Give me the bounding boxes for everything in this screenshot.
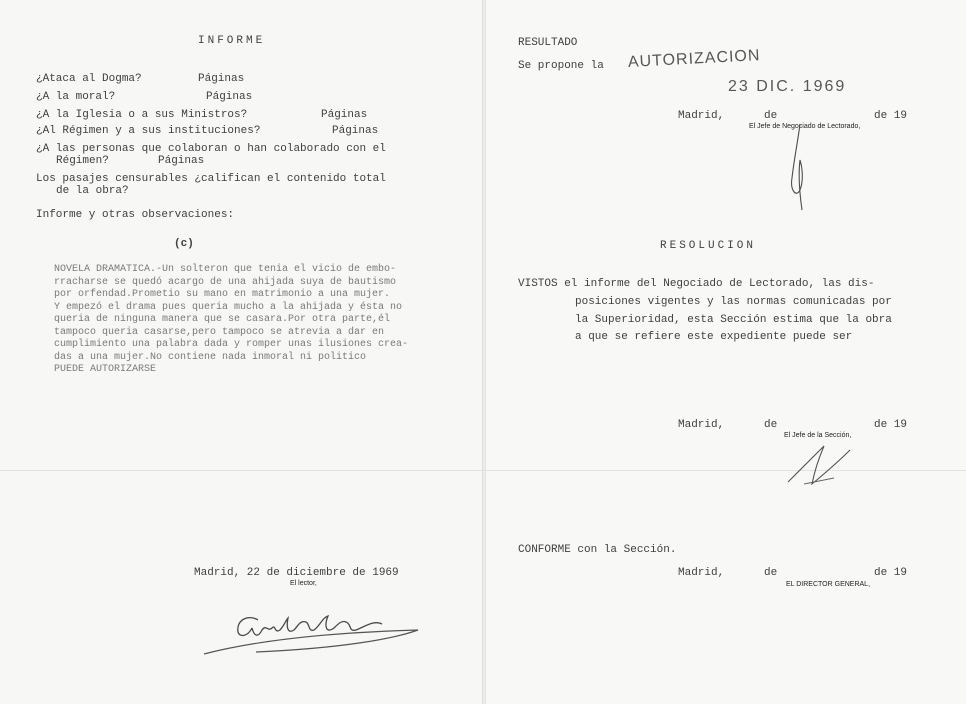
observaciones-label: Informe y otras observaciones: (36, 209, 235, 221)
right-page (484, 0, 966, 704)
question-regimen: ¿Al Régimen y a sus instituciones? (36, 125, 261, 137)
report-line: das a una mujer.No contiene nada inmoral ni politico (54, 351, 367, 363)
report-line: NOVELA DRAMATICA.-Un solteron que tenia el vicio de embo- (54, 264, 397, 275)
madrid-year-1: de 19 (874, 110, 908, 122)
question-iglesia: ¿A la Iglesia o a sus Ministros? (36, 109, 248, 121)
madrid-de-1: de (764, 110, 778, 122)
vistos-line-4: a que se refiere este expediente puede ser (575, 331, 853, 343)
question-dogma-pages: Páginas (198, 73, 245, 85)
resultado-label: RESULTADO (518, 37, 578, 49)
madrid-de-2: de (764, 419, 778, 431)
jefe-negociado-label: El Jefe de Negociado de Lectorado, (749, 123, 861, 130)
question-personas-line2: Régimen? (56, 155, 109, 167)
question-moral: ¿A la moral? (36, 91, 116, 103)
question-moral-pages: Páginas (206, 91, 253, 103)
vistos-line-1: VISTOS el informe del Negociado de Lectorado, las dis- (518, 278, 875, 290)
page-fold (482, 0, 486, 704)
jefe-seccion-label: El Jefe de la Sección, (784, 432, 852, 439)
vistos-line-2: posiciones vigentes y las normas comunicadas por (575, 296, 892, 308)
vistos-line-3: la Superioridad, esta Sección estima que la obra (575, 314, 892, 326)
madrid-city-2: Madrid, (678, 419, 725, 431)
jefe-negociado-signature (784, 120, 814, 215)
madrid-year-2: de 19 (874, 419, 908, 431)
madrid-de-3: de (764, 567, 778, 579)
report-line: cumplimiento una palabra dada y romper unas ilusiones crea- (54, 339, 409, 350)
director-general-label: EL DIRECTOR GENERAL, (786, 581, 871, 588)
report-line: por orfendad.Prometio su mano en matrimonio a una mujer. (54, 289, 391, 300)
report-line: PUEDE AUTORIZARSE (54, 364, 157, 375)
madrid-city-1: Madrid, (678, 110, 725, 122)
report-line: queria de ninguna manera que se casara.Por otra parte,él (54, 314, 391, 325)
propone-text: Se propone la (518, 60, 604, 72)
question-pasajes-line1: Los pasajes censurables ¿califican el contenido total (36, 173, 386, 185)
report-text (54, 264, 408, 377)
report-line: Y empezó el drama pues queria mucho a la ahijada y ésta no (54, 301, 403, 313)
madrid-city-3: Madrid, (678, 567, 725, 579)
report-line: rracharse se quedó acargo de una ahijada suya de bautismo (54, 276, 397, 288)
report-line: tampoco queria casarse,pero tampoco se atrevia a dar en (54, 326, 385, 338)
autorizacion-stamp: AUTORIZACION (627, 47, 761, 71)
lector-label: El lector, (290, 580, 317, 587)
question-iglesia-pages: Páginas (321, 109, 368, 121)
question-pasajes-line2: de la obra? (56, 185, 129, 197)
madrid-year-3: de 19 (874, 567, 908, 579)
conforme-text: CONFORME con la Sección. (518, 544, 677, 556)
question-personas-line1: ¿A las personas que colaboran o han colaborado con el (36, 143, 386, 155)
lector-signature (196, 598, 426, 662)
resolucion-title: RESOLUCION (660, 240, 757, 252)
question-personas-pages: Páginas (158, 155, 205, 167)
question-regimen-pages: Páginas (332, 125, 379, 137)
question-dogma: ¿Ataca al Dogma? (36, 73, 142, 85)
informe-title: INFORME (198, 35, 266, 47)
category-mark: (c) (174, 238, 194, 250)
lector-date-line: Madrid, 22 de diciembre de 1969 (194, 567, 399, 579)
jefe-seccion-signature (784, 440, 854, 488)
stamp-date: 23 DIC. 1969 (728, 78, 847, 95)
